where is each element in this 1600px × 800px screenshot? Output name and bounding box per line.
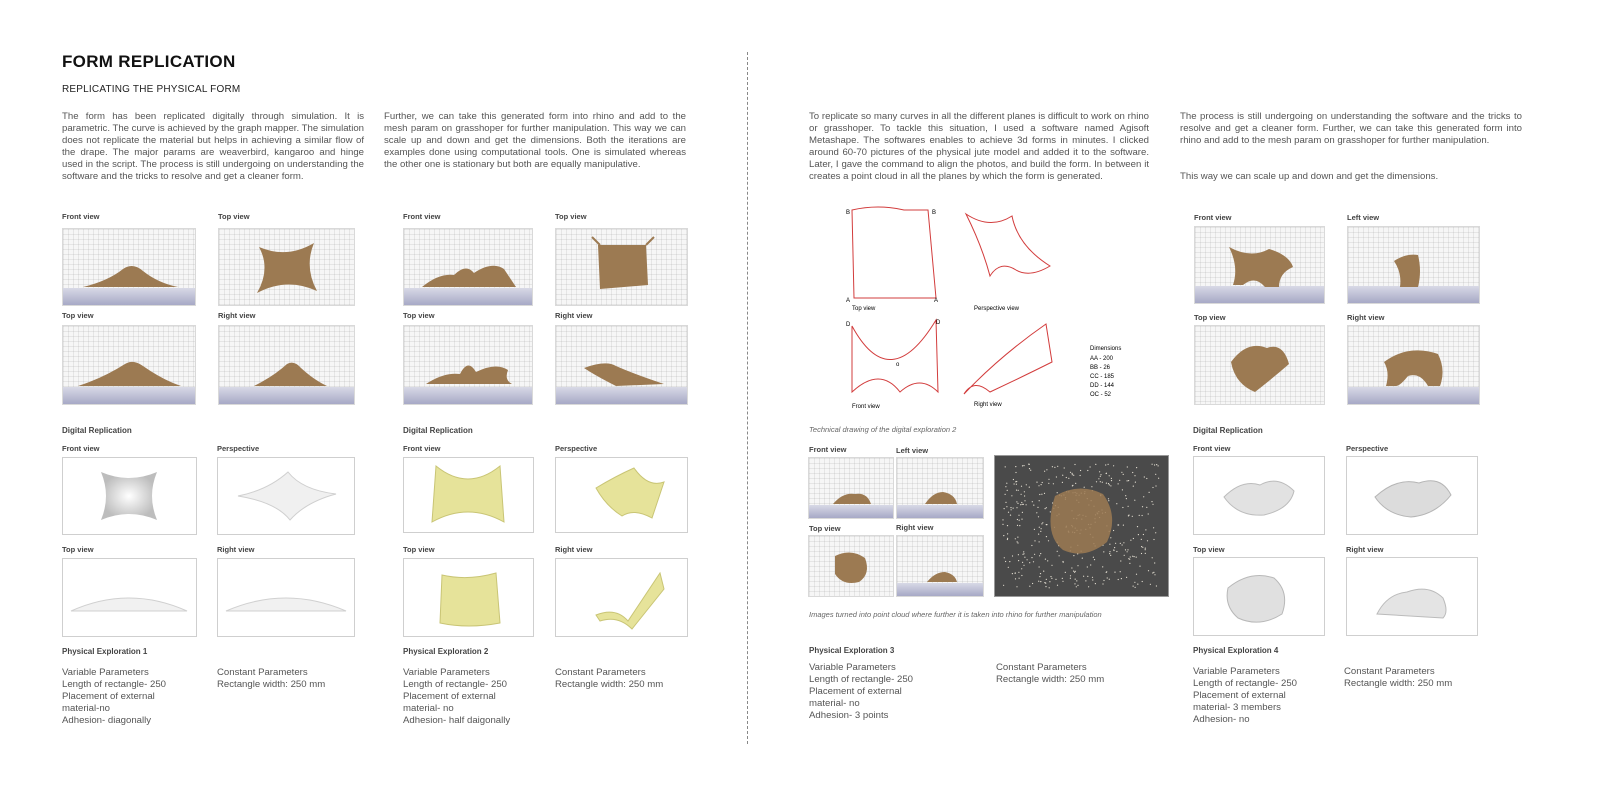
exp2-variable-params: Variable Parameters Length of rectangle- 250 Placement of external material- no Adhesion- half daigonally (403, 667, 511, 726)
exp1-top-photo-2 (62, 325, 196, 405)
exp4-digital-right-label: Right view (1346, 545, 1384, 554)
drawing-right-view: Right view (974, 402, 1002, 408)
page-subtitle: REPLICATING THE PHYSICAL FORM (62, 84, 241, 95)
exp2-top-label-2: Top view (403, 311, 435, 320)
drawing-persp-view: Perspective view (974, 306, 1020, 312)
exp1-digital-top-label: Top view (62, 545, 94, 554)
drawing-caption: Technical drawing of the digital exploration 2 (809, 425, 957, 434)
exp2-name: Physical Exploration 2 (403, 647, 489, 656)
pt-d1: D (846, 322, 851, 328)
exp2-digital-right-render (555, 558, 688, 637)
exp3-left-label: Left view (896, 446, 929, 455)
exp4-front-label: Front view (1194, 213, 1232, 222)
exp1-digital-right-label: Right view (217, 545, 255, 554)
pt-b1: B (846, 210, 851, 216)
exp4-digital-top-render (1193, 557, 1325, 636)
dimensions-title: Dimensions (1090, 346, 1122, 352)
exp4-front-photo (1194, 226, 1325, 304)
exp2-right-photo (555, 325, 688, 405)
exp1-digital-top-render (62, 558, 197, 637)
exp2-top-photo-2 (403, 325, 533, 405)
exp2-front-label: Front view (403, 212, 441, 221)
pointcloud-caption: Images turned into point cloud where further it is taken into rhino for further manipulation (809, 610, 1102, 619)
dimension-oc: OC - 52 (1090, 392, 1112, 398)
exp1-name: Physical Exploration 1 (62, 647, 148, 656)
page-divider (747, 52, 748, 744)
exp1-variable-params: Variable Parameters Length of rectangle- 250 Placement of external material-no Adhesion- diagonally (62, 667, 167, 726)
exp2-digital-front-render (403, 457, 534, 533)
exp4-top-photo (1194, 325, 1325, 405)
intro-paragraph-3: To replicate so many curves in all the different planes is difficult to work on rhino or grasshoper. To tackle this situation, I used a software named Agisoft Metashape. The softwares enables to achieve 3d forms in minutes. I clicked around 60-70 pictures of the physical jute model and added it to the software. Later, I gave the command to align the photos, and build the form. In between it creates a point cloud in all the planes by which the form is generated. (809, 111, 1149, 182)
exp2-digital-front-label: Front view (403, 444, 441, 453)
exp3-front-photo (808, 457, 894, 519)
intro-paragraph-2: Further, we can take this generated form into rhino and add to the mesh param on grasshoper for further manipulation. This way we can scale up and down and get the dimensions. Both the iterations are examples done using computational tools. One is simulated whereas the other one is stationary but both are equally manipulative. (384, 111, 686, 170)
exp4-digital-right-render (1346, 557, 1478, 636)
intro-paragraph-4a: The process is still undergoing on understanding the software and the tricks to resolve and get a cleaner form. Further, we can take this generated form into rhino and add to the mesh param on grasshoper for further manipulation. (1180, 111, 1522, 146)
exp2-constant-params: Constant Parameters Rectangle width: 250 mm (555, 667, 664, 690)
page-title: FORM REPLICATION (62, 52, 236, 71)
exp1-right-photo (218, 325, 355, 405)
dimension-cc: CC - 185 (1090, 374, 1115, 380)
exp1-right-label: Right view (218, 311, 256, 320)
pt-a1: A (846, 298, 851, 304)
exp4-digital-front-render (1193, 456, 1325, 535)
pt-o: o (896, 362, 900, 368)
pt-b2: B (932, 210, 937, 216)
exp3-top-photo (808, 535, 894, 597)
exp1-constant-params: Constant Parameters Rectangle width: 250 mm (217, 667, 326, 690)
exp4-right-label: Right view (1347, 313, 1385, 322)
exp4-top-label: Top view (1194, 313, 1226, 322)
exp4-constant-params: Constant Parameters Rectangle width: 250 mm (1344, 666, 1453, 689)
exp4-left-label: Left view (1347, 213, 1380, 222)
exp3-right-photo (896, 535, 984, 597)
pt-d2: D (936, 320, 941, 326)
exp4-digital-top-label: Top view (1193, 545, 1225, 554)
exp3-top-label: Top view (809, 524, 841, 533)
technical-drawing (840, 206, 1140, 414)
exp1-digital-persp-render (217, 457, 355, 535)
exp2-right-label: Right view (555, 311, 593, 320)
exp1-top-label: Top view (218, 212, 250, 221)
intro-paragraph-1: The form has been replicated digitally through simulation. It is parametric. The curve is achieved by the graph mapper. The simulation does not replicate the material but helps in achieving a similar flow of the drape. The major params are weaverbird, kangaroo and hinge used in the script. The process is still undergoing on understanding the software and the tricks to resolve and get a cleaner form. (62, 111, 365, 182)
exp3-variable-params: Variable Parameters Length of rectangle- 250 Placement of external material- no Adhesion- 3 points (809, 662, 914, 721)
exp4-digital-front-label: Front view (1193, 444, 1231, 453)
exp3-front-label: Front view (809, 445, 847, 454)
dimension-dd: DD - 144 (1090, 383, 1115, 389)
exp1-top-photo (218, 228, 355, 306)
exp2-front-photo (403, 228, 533, 306)
exp1-digital-heading: Digital Replication (62, 426, 132, 435)
exp1-digital-persp-label: Perspective (217, 444, 260, 453)
exp4-variable-params: Variable Parameters Length of rectangle- 250 Placement of external material- 3 members Adhesion- no (1193, 666, 1298, 725)
drawing-front-view: Front view (852, 404, 880, 410)
exp2-top-photo (555, 228, 688, 306)
exp1-digital-front-render (62, 457, 197, 535)
dimension-aa: AA - 200 (1090, 356, 1114, 362)
exp2-digital-top-render (403, 558, 534, 637)
exp4-digital-heading: Digital Replication (1193, 426, 1263, 435)
exp4-left-photo (1347, 226, 1480, 304)
exp2-digital-right-label: Right view (555, 545, 593, 554)
exp2-digital-persp-render (555, 457, 688, 533)
exp4-name: Physical Exploration 4 (1193, 646, 1279, 655)
exp1-digital-right-render (217, 558, 355, 637)
dimension-bb: BB - 26 (1090, 365, 1111, 371)
exp1-front-photo (62, 228, 196, 306)
exp3-constant-params: Constant Parameters Rectangle width: 250 mm (996, 662, 1105, 685)
exp3-right-label: Right view (896, 523, 934, 532)
exp3-left-photo (896, 457, 984, 519)
exp1-front-label: Front view (62, 212, 100, 221)
exp2-digital-top-label: Top view (403, 545, 435, 554)
exp2-digital-persp-label: Perspective (555, 444, 598, 453)
intro-paragraph-4b: This way we can scale up and down and get the dimensions. (1180, 171, 1439, 182)
exp1-digital-front-label: Front view (62, 444, 100, 453)
pt-a2: A (934, 298, 939, 304)
exp4-right-photo (1347, 325, 1480, 405)
exp4-digital-persp-label: Perspective (1346, 444, 1389, 453)
exp2-digital-heading: Digital Replication (403, 426, 473, 435)
point-cloud-render (994, 455, 1169, 597)
drawing-top-view: Top view (852, 306, 876, 312)
exp3-name: Physical Exploration 3 (809, 646, 895, 655)
exp4-digital-persp-render (1346, 456, 1478, 535)
exp1-top-label-2: Top view (62, 311, 94, 320)
exp2-top-label: Top view (555, 212, 587, 221)
